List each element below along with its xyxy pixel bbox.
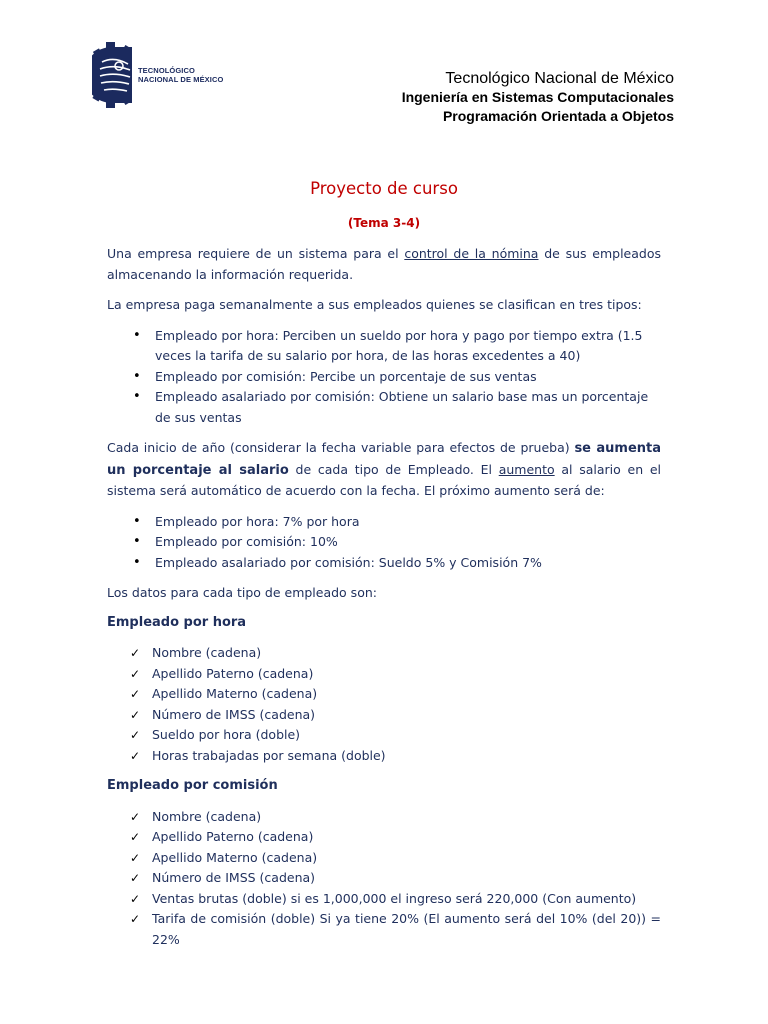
- raise-text-3: al salario en el sistema será automático de acuerdo con la fecha. El próximo aumento será de:: [107, 461, 661, 498]
- list-item: [107, 725, 661, 746]
- check-icon: ✓: [130, 891, 141, 906]
- list-item-text: Sueldo por hora (doble): [152, 727, 301, 742]
- check-icon: ✓: [130, 830, 141, 844]
- types-intro-paragraph: La empresa paga semanalmente a sus empleados quienes se clasifican en tres tipos:: [107, 297, 642, 312]
- check-icon: ✓: [130, 871, 141, 885]
- list-item: • Empleado asalariado por comisión: Obtiene un salario base mas un porcentaje de sus ventas: [107, 387, 661, 428]
- list-item: • Empleado asalariado por comisión: Sueldo 5% y Comisión 7%: [107, 553, 661, 574]
- check-icon: ✓: [130, 912, 141, 926]
- check-icon: ✓: [130, 646, 141, 660]
- list-item-text: Apellido Paterno (cadena): [152, 829, 314, 844]
- check-icon: ✓: [130, 687, 141, 701]
- list-item: [107, 827, 661, 848]
- section-heading-hourly: Empleado por hora: [107, 614, 247, 630]
- raises-list: [107, 512, 661, 574]
- list-item-text: Nombre (cadena): [152, 808, 262, 824]
- header-institution: Tecnológico Nacional de México: [445, 70, 674, 87]
- data-intro-paragraph: Los datos para cada tipo de empleado son:: [107, 585, 377, 600]
- document-header: [402, 69, 674, 126]
- list-item: • Empleado por hora: 7% por hora: [107, 512, 661, 533]
- list-item-text: Horas trabajadas por semana (doble): [152, 747, 386, 763]
- list-item-text: Apellido Materno (cadena): [152, 686, 318, 701]
- list-item-text: Número de IMSS (cadena): [152, 706, 316, 722]
- list-item: [107, 684, 661, 705]
- list-item: [107, 643, 661, 664]
- institution-logo: [92, 42, 223, 108]
- list-item: [107, 868, 661, 889]
- commission-fields-list: [107, 807, 661, 951]
- list-item-text: Apellido Materno (cadena): [152, 849, 318, 865]
- list-item: [107, 807, 661, 828]
- intro-text-2: de sus empleados almacenando la información requerida.: [107, 246, 662, 282]
- list-item: • Empleado por comisión: Percibe un porcentaje de sus ventas: [107, 367, 661, 388]
- check-icon: ✓: [130, 707, 141, 722]
- logo-line-1: TECNOLÓGICO: [138, 66, 195, 75]
- hourly-fields-list: [107, 643, 661, 766]
- list-item: [107, 909, 661, 950]
- section-heading-commission: Empleado por comisión: [107, 778, 278, 793]
- intro-paragraph: [107, 244, 661, 285]
- raise-underlined: aumento: [498, 461, 555, 477]
- check-icon: ✓: [130, 728, 141, 742]
- list-item-text: Número de IMSS (cadena): [152, 870, 316, 885]
- list-item-text: Ventas brutas (doble) si es 1,000,000 el ingreso será 220,000 (Con aumento): [152, 890, 637, 906]
- gear-emblem-icon: [92, 42, 132, 108]
- intro-text-1: Una empresa requiere de un sistema para el: [107, 246, 405, 261]
- list-item: [107, 746, 661, 767]
- document-body: [107, 244, 661, 950]
- raise-paragraph: [107, 438, 661, 502]
- list-item: [107, 705, 661, 726]
- check-icon: ✓: [130, 850, 141, 865]
- check-icon: ✓: [130, 748, 141, 763]
- list-item-text: Nombre (cadena): [152, 645, 262, 660]
- header-program: Ingeniería en Sistemas Computacionales: [401, 89, 674, 105]
- intro-underlined: control de la nómina: [404, 246, 539, 261]
- employee-types-list: [107, 326, 661, 429]
- list-item: [107, 848, 661, 869]
- raise-text-2: de cada tipo de Empleado. El: [288, 461, 499, 477]
- document-title: Proyecto de curso: [310, 179, 458, 198]
- document-subtitle: (Tema 3-4): [347, 216, 421, 230]
- check-icon: ✓: [130, 666, 141, 681]
- list-item: • Empleado por comisión: 10%: [107, 532, 661, 553]
- list-item: • Empleado por hora: Perciben un sueldo por hora y pago por tiempo extra (1.5 veces la tarifa de su salario por hora, de las horas excedentes a 40): [107, 326, 661, 367]
- header-course: Programación Orientada a Objetos: [442, 108, 674, 124]
- list-item-text: Tarifa de comisión (doble) Si ya tiene 20% (El aumento será del 10% (del 20)) = 22%: [152, 911, 661, 947]
- list-item-text: Apellido Paterno (cadena): [152, 665, 314, 681]
- logo-text: [138, 66, 223, 84]
- raise-text-1: Cada inicio de año (considerar la fecha variable para efectos de prueba): [107, 440, 575, 455]
- check-icon: ✓: [130, 809, 141, 824]
- list-item: [107, 889, 661, 910]
- logo-line-2: NACIONAL DE MÉXICO: [138, 75, 224, 84]
- raise-bold: se aumenta un porcentaje al salario: [107, 441, 661, 478]
- list-item: [107, 664, 661, 685]
